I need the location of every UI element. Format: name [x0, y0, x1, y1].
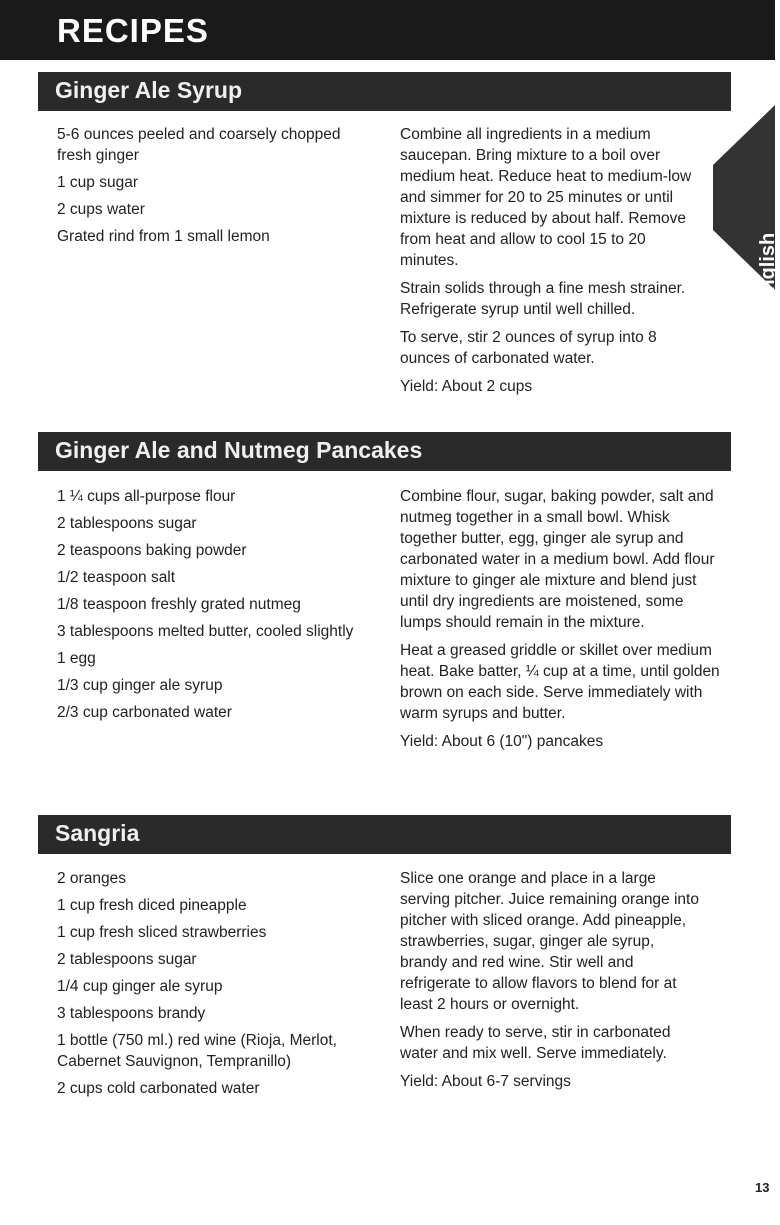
page-number: 13 — [755, 1180, 770, 1195]
ingredient-item: 1 cup fresh diced pineapple — [57, 897, 247, 914]
ingredients-list — [57, 124, 347, 253]
ingredient-item: 3 tablespoons brandy — [57, 1005, 206, 1022]
ingredient-item: 1 egg — [57, 650, 96, 667]
direction-paragraph: To serve, stir 2 ounces of syrup into 8 ounces of carbonated water. — [400, 329, 657, 367]
ingredient-item: Grated rind from 1 small lemon — [57, 228, 270, 245]
direction-paragraph: Heat a greased griddle or skillet over medium heat. Bake batter, ¼ cup at a time, until golden brown on each side. Serve immediately with warm syrups and butter. — [400, 642, 720, 722]
ingredient-item: 1/3 cup ginger ale syrup — [57, 677, 223, 694]
ingredient-item: 1/8 teaspoon freshly grated nutmeg — [57, 596, 301, 613]
directions — [400, 124, 705, 404]
ingredients-list — [57, 868, 362, 1105]
ingredient-item: 1/4 cup ginger ale syrup — [57, 978, 223, 995]
page-title: RECIPES — [57, 12, 209, 49]
ingredient-item: 1 bottle (750 ml.) red wine (Rioja, Merlot, Cabernet Sauvignon, Tempranillo) — [57, 1032, 337, 1070]
ingredient-item: 2/3 cup carbonated water — [57, 704, 232, 721]
ingredient-item: 5-6 ounces peeled and coarsely chopped fresh ginger — [57, 126, 341, 164]
ingredient-item: 1 cup sugar — [57, 174, 138, 191]
language-tab-label: English — [757, 232, 779, 305]
section-title: Ginger Ale Syrup — [55, 77, 243, 103]
ingredient-item: 2 tablespoons sugar — [57, 515, 197, 532]
directions — [400, 486, 720, 759]
yield: Yield: About 6-7 servings — [400, 1073, 571, 1090]
ingredient-item: 2 teaspoons baking powder — [57, 542, 247, 559]
ingredient-item: 2 tablespoons sugar — [57, 951, 197, 968]
ingredient-item: 1/2 teaspoon salt — [57, 569, 176, 586]
yield: Yield: About 6 (10") pancakes — [400, 733, 604, 750]
directions — [400, 868, 705, 1099]
direction-paragraph: Combine all ingredients in a medium saucepan. Bring mixture to a boil over medium heat. Reduce heat to medium-low and simmer for 20 to 25 minutes or until mixture is reduced by about half. Remove from heat and allow to cool 15 to 20 minutes. — [400, 126, 692, 269]
ingredient-item: 1 ¼ cups all-purpose flour — [57, 488, 236, 505]
ingredient-item: 1 cup fresh sliced strawberries — [57, 924, 267, 941]
section-header-sangria — [38, 815, 731, 854]
section-header-ginger-ale-syrup — [38, 72, 731, 111]
direction-paragraph: Strain solids through a fine mesh strainer. Refrigerate syrup until well chilled. — [400, 280, 686, 318]
ingredient-item: 2 cups cold carbonated water — [57, 1080, 260, 1097]
ingredients-list — [57, 486, 377, 729]
ingredient-item: 3 tablespoons melted butter, cooled slightly — [57, 623, 354, 640]
section-header-pancakes — [38, 432, 731, 471]
language-tab — [713, 105, 779, 305]
section-title: Sangria — [55, 820, 140, 846]
section-title: Ginger Ale and Nutmeg Pancakes — [55, 437, 423, 463]
header-bar — [0, 0, 775, 60]
direction-paragraph: When ready to serve, stir in carbonated water and mix well. Serve immediately. — [400, 1024, 671, 1062]
ingredient-item: 2 oranges — [57, 870, 126, 887]
direction-paragraph: Combine flour, sugar, baking powder, salt and nutmeg together in a small bowl. Whisk together butter, egg, ginger ale syrup and carbonated water in a medium bowl. Add flour mixture to ginger ale mixture and blend just until dry ingredients are moistened, some lumps should remain in the mixture. — [400, 488, 715, 631]
direction-paragraph: Slice one orange and place in a large serving pitcher. Juice remaining orange into pitcher with sliced orange. Add pineapple, strawberries, sugar, ginger ale syrup, brandy and red wine. Stir well and refrigerate to allow flavors to blend for at least 2 hours or overnight. — [400, 870, 699, 1013]
yield: Yield: About 2 cups — [400, 378, 533, 395]
ingredient-item: 2 cups water — [57, 201, 145, 218]
